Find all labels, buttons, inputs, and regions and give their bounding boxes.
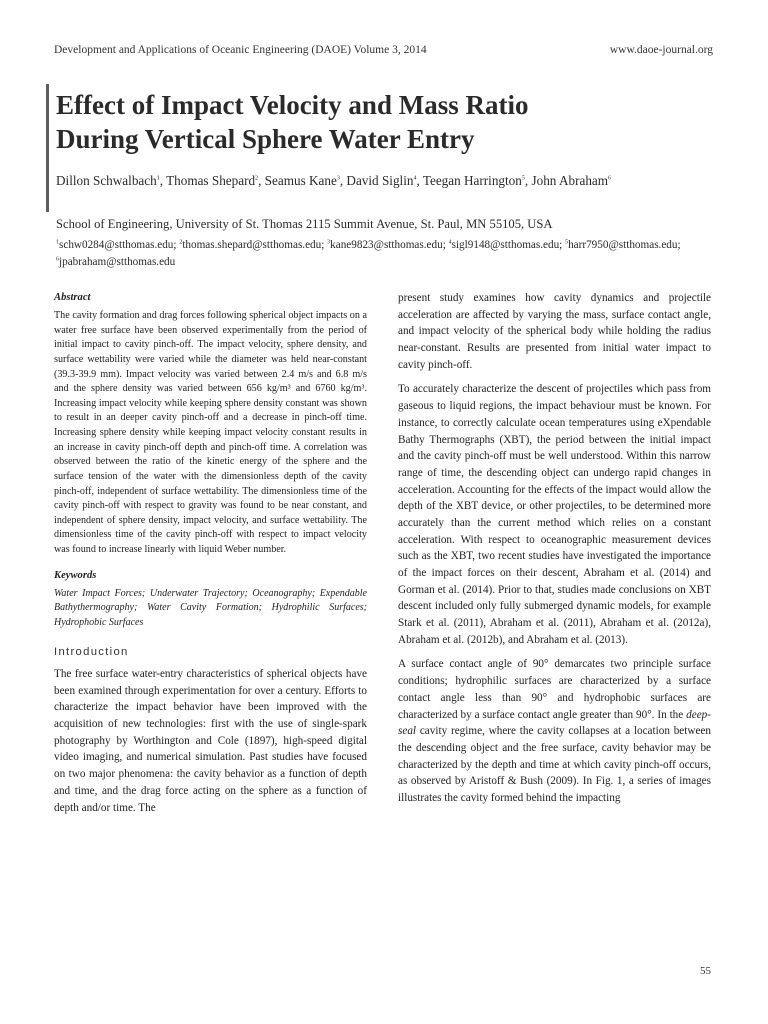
author-affil-num: 5 <box>521 175 525 182</box>
author-name: David Siglin <box>346 173 414 188</box>
paper-title <box>56 88 736 157</box>
abstract-text: The cavity formation and drag forces following spherical object impacts on a water free surface have been observed experimentally from the period of initial impact to cavity pinch-off. The impact velocity, sphere density, and surface wettability were varied while the diameter was held near-constant (39.3-39.9 mm). Impact velocity was varied between 2.4 m/s and 6.8 m/s and the sphere density was varied between 656 kg/m³ and 6760 kg/m³. Increasing impact velocity while keeping sphere density constant was shown to result in an deeper cavity pinch-off and a decrease in pinch-off time. Increasing sphere density while keeping impact velocity constant results in an increase in cavity pinch-off depth and pinch-off time. A correlation was observed between the ratio of the kinetic energy of the sphere and the surface tension of the water with the dimensionless depth of the cavity pinch-off, independent of surface wettability. The dimensionless time of the cavity pinch-off with respect to gravity was found to be near constant, and independent of sphere density, impact velocity, and surface wettability. The dimensionless time of the cavity pinch-off with respect to impact velocity was found to increase linearly with liquid Weber number. <box>54 310 367 555</box>
author-list: Dillon Schwalbach$^1$, Thomas Shepard$^2$, Seamus Kane$^3$, David Siglin$^4$, Teegan Harrington$^5$, John Abraham$^6$ <box>56 173 612 188</box>
keywords-heading: Keywords <box>54 569 97 581</box>
author-email[interactable]: jpabraham@stthomas.edu <box>59 255 176 268</box>
title-line-2: During Vertical Sphere Water Entry <box>56 124 475 155</box>
author-name: Teegan Harrington <box>422 173 522 188</box>
introduction-heading: Introduction <box>54 646 129 659</box>
journal-website[interactable]: www.daoe-journal.org <box>609 44 713 56</box>
journal-name: Development and Applications of Oceanic Engineering (DAOE) Volume 3, 2014 <box>54 44 427 56</box>
affiliation: School of Engineering, University of St. Thomas 2115 Summit Avenue, St. Paul, MN 55105, USA <box>56 217 553 231</box>
abstract-heading: Abstract <box>54 292 91 303</box>
deep-seal-term: deep-seal <box>398 708 711 738</box>
keywords-text: Water Impact Forces; Underwater Trajectory; Oceanography; Expendable Bathythermography; Water Cavity Formation; Hydrophilic Surfaces; Hydrophobic Surfaces <box>54 587 367 629</box>
author-email[interactable]: sigl9148@stthomas.edu <box>451 239 560 251</box>
author-email[interactable]: kane9823@stthomas.edu <box>330 239 443 251</box>
author-name: Seamus Kane <box>264 173 337 188</box>
author-affil-num: 3 <box>336 175 340 182</box>
right-column <box>398 290 711 815</box>
author-email[interactable]: harr7950@stthomas.edu <box>568 239 678 251</box>
body-paragraph: To accurately characterize the descent of projectiles which pass from gaseous to liquid regions, the impact behaviour must be known. For instance, to correctly calculate ocean temperatures using eXpendable Bathy Thermographs (XBT), the period between the initial impact and the cavity pinch-off must be well understood. Within this narrow range of time, the descending object can undergo rapid changes in acceleration. Accounting for the effects of the impact would allow the depth of the XBT device, or other projectiles, to be determined more accurately than the current method which relies on a constant acceleration. With respect to oceanographic measurement devices such as the XBT, two recent studies have investigated the importance of the impact forces on their descent, Abraham et al. (2014) and Gorman et al. (2014). Prior to that, studies made conclusions on XBT descent included only fully submerged dynamic models, for example Stark et al. (2011), Abraham et al. (2011), Abraham et al. (2012a), Abraham et al. (2012b), and Abraham et al. (2013). <box>398 383 711 646</box>
author-name: John Abraham <box>531 173 609 188</box>
page-number: 55 <box>700 965 711 977</box>
author-affil-num: 1 <box>156 175 160 182</box>
author-name: Thomas Shepard <box>166 173 256 188</box>
body-paragraph: present study examines how cavity dynamics and projectile acceleration are affected by varying the mass, surface contact angle, and impact velocity of the spherical body while holding the radius near-constant. Results are presented from initial water impact to cavity pinch-off. <box>398 292 711 371</box>
body-paragraph: A surface contact angle of 90° demarcates two principle surface conditions; hydrophilic surfaces are characterized by a surface contact angle less than 90° and hydrophobic surfaces are characterized by a surface contact angle greater than 90°. In the deep-seal cavity regime, where the cavity collapses at a location between the descending object and the free surface, cavity behavior may be characterized by the depth and time at which cavity pinch-off occurs, as observed by Aristoff & Bush (2009). In Fig. 1, a series of images illustrates the cavity formed behind the impacting <box>398 658 711 804</box>
author-email[interactable]: schw0284@stthomas.edu <box>59 239 174 251</box>
email-list: $^1$schw0284@stthomas.edu; $^2$thomas.shepard@stthomas.edu; $^3$kane9823@stthomas.edu; $^4$sigl9148@stthomas.edu; $^5$harr7950@stthomas.edu; $^6$jpabraham@stthomas.edu <box>56 239 681 268</box>
author-affil-num: 2 <box>255 175 259 182</box>
introduction-paragraph: The free surface water-entry characteristics of spherical objects have been examined through experimentation for over a century. Efforts to characterize the impact behavior have been improved with the acquisition of new technologies: first with the use of single-spark photography by Worthington and Cole (1897), high-speed digital video imaging, and numerical simulation. Past studies have focused on two major phenomena: the cavity behavior as a function of depth and time, and the drag force acting on the sphere as a function of depth and/or time. The <box>54 668 367 814</box>
title-line-1: Effect of Impact Velocity and Mass Ratio <box>56 90 529 120</box>
author-affil-num: 6 <box>608 175 612 182</box>
author-email[interactable]: thomas.shepard@stthomas.edu <box>182 239 322 251</box>
author-affil-num: 4 <box>413 175 417 182</box>
author-name: Dillon Schwalbach <box>56 173 157 188</box>
running-header <box>54 44 713 56</box>
left-column <box>54 290 367 824</box>
title-accent-bar <box>46 84 49 212</box>
